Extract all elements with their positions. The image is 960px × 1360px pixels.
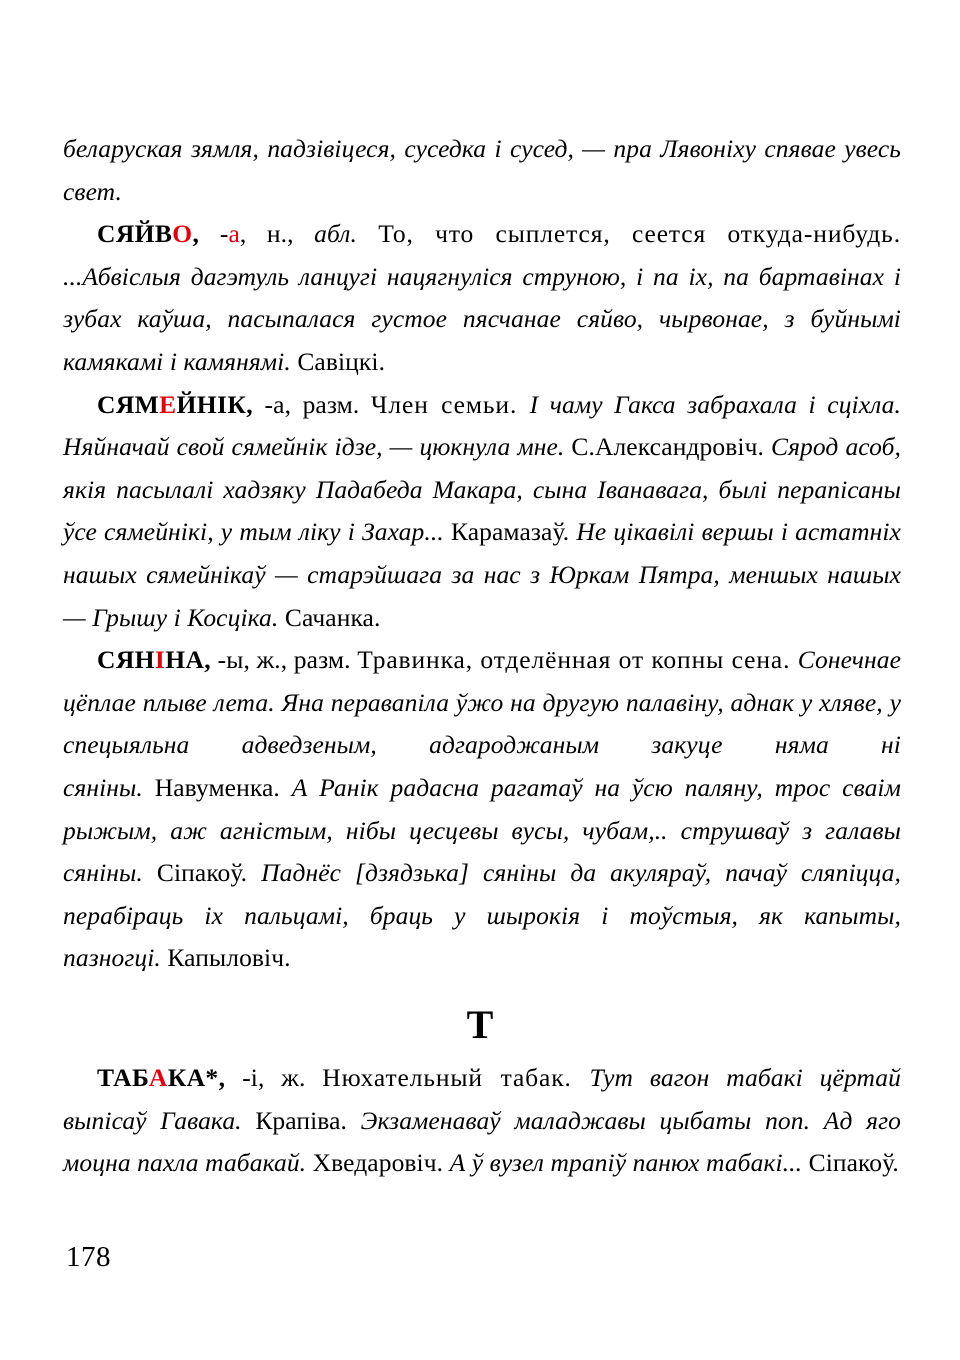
headword-comma: , [218, 1063, 226, 1092]
grammar-label: разм. [291, 389, 371, 419]
citation-quote: Сонечнае цёплае плыве лета. Яна перавапіла ўжо на другую палавіну, аднак у хляве, у спецыяльна адведзеным, адгароджаным закуце няма ні сяніны. [63, 645, 901, 802]
definition-text: Травинка, отделённая от копны сена. [357, 645, 798, 675]
definition-text: Нюхательный табак. [322, 1063, 590, 1092]
inflection-suffix: , [243, 645, 250, 675]
letter-section-heading: Т [466, 1002, 494, 1047]
headword-part: СЯМ [97, 389, 160, 419]
citation-quote: Тут вагон табакі цёртай выпісаў Гавака. [63, 1063, 901, 1135]
citation-gap [444, 517, 451, 546]
inflection-prefix: - [219, 219, 229, 249]
citation-quote: Экзаменаваў маладжавы цыбаты поп. Ад яго моцна пахла табакай. [63, 1105, 901, 1178]
continued-quotation [63, 128, 901, 213]
post-heading-column [63, 1057, 901, 1185]
headword-part: СЯН [97, 645, 155, 675]
inflection-stressed-ending: а [228, 219, 240, 249]
usage-label: абл. [314, 219, 357, 249]
citation-quote: ...Абвіслыя дагэтуль ланцугі нацягнуліся струною, і па іх, па бартавінах і зубах каўша, пасыпалася густое пясчанае сяйво, чырвонае, з буйнымі камякамі і камянямі. [63, 261, 901, 376]
stressed-vowel: А [148, 1063, 168, 1092]
inflection-prefix: -а [264, 389, 285, 419]
headword-sianina [97, 645, 211, 674]
entry-syajvo [63, 213, 901, 383]
inflection-prefix: -ы [217, 645, 244, 675]
citation-source-name: С.Александровіч. [571, 432, 764, 462]
entry-sianina [63, 639, 901, 980]
citation-source-name: Хведаровіч. [312, 1148, 444, 1178]
citation-quote: А Ранік радасна рагатаў на ўсю паляну, трос сваім рыжым, аж агністым, нібы цесцевы вусы, чубам,.. струшваў з галавы сяніны. [63, 772, 901, 888]
headword-part: СЯЙВ [97, 219, 173, 249]
definition-text: То, что сыплется, сеется откуда-нибудь. [356, 219, 901, 249]
quote-text: беларуская зямля, падзівіцеся, суседка і сусед, — пра Лявоніху спявае увесь свет. [63, 134, 901, 206]
headword-tabaka [97, 1063, 225, 1092]
entry-tabaka [63, 1057, 901, 1185]
grammar-label: н., [246, 219, 315, 249]
citation-source-name: Сачанка. [284, 602, 381, 632]
main-text-column [63, 128, 901, 980]
citation-quote: Сярод асоб, якія пасылалі хадзяку Падабеда Макара, сына Іванавага, былі перапісаны ўсе сямейнікі, у тым ліку і Захар... [63, 432, 901, 547]
citation-source-name: Сіпакоў. [156, 858, 248, 888]
citation-gap [143, 858, 157, 887]
citation-gap [280, 773, 292, 802]
citation-quote: Не цікавілі вершы і астатніх нашых сямейнікаў — старэйшага за нас з Юркам Пятра, меншых нашых — Грышу і Косціка. [63, 517, 901, 632]
citation-gap [764, 432, 771, 461]
citation-source-name: Сіпакоў. [808, 1148, 899, 1178]
citation-gap [143, 773, 155, 802]
citation-source-name: Капыловіч. [167, 943, 291, 973]
inflection-prefix: -і [242, 1063, 258, 1092]
headword-siamiejnik [97, 390, 253, 419]
inflection-suffix: , [284, 389, 292, 419]
headword-part-after: НА [165, 645, 205, 675]
citation-source-name: Карамазаў. [450, 517, 570, 547]
citation-quote: І чаму Гакса забрахала і сціхла. Няйначай свой сямейнік ідзе, — цюкнула мне. [63, 389, 901, 462]
stressed-vowel: І [154, 645, 166, 675]
inflection-spacer [199, 219, 220, 248]
inflection-suffix: , [257, 1063, 265, 1092]
citation-source-name: Крапіва. [255, 1105, 347, 1135]
grammar-label: ж. [264, 1063, 323, 1092]
entry-siamiejnik [63, 384, 901, 640]
headword-part-after: КА* [167, 1063, 219, 1092]
citation-gap [242, 1106, 256, 1135]
inflection-spacer [225, 1063, 242, 1092]
citation-source-name: Савіцкі. [297, 346, 386, 376]
headword-comma: , [246, 389, 253, 419]
headword-part-after: ЙНІК [176, 389, 247, 419]
inflection-spacer [253, 390, 265, 419]
citation-quote: А ў вузел трапіў панюх табакі... [449, 1148, 803, 1178]
headword-comma: , [204, 645, 212, 675]
citation-quote: Паднёс [дзядзька] сяніны да акуляраў, пачаў сляпіцца, перабіраць іх пальцамі, браць у шырокія і тоўстыя, як капыты, пазногці. [63, 858, 901, 973]
stressed-vowel: Е [159, 389, 177, 419]
headword-comma: , [192, 219, 200, 249]
inflection-spacer [211, 645, 218, 674]
grammar-label: ж., разм. [249, 645, 358, 675]
inflection-suffix: , [239, 219, 247, 249]
stressed-vowel: О [172, 219, 193, 249]
headword-part: ТАБ [97, 1063, 149, 1092]
page-number: 178 [66, 1241, 111, 1273]
citation-gap [347, 1106, 361, 1135]
citation-gap [247, 858, 261, 887]
citation-source-name: Навуменка. [154, 772, 280, 802]
headword-syajvo [97, 219, 199, 248]
definition-text: Член семьи. [370, 389, 530, 419]
